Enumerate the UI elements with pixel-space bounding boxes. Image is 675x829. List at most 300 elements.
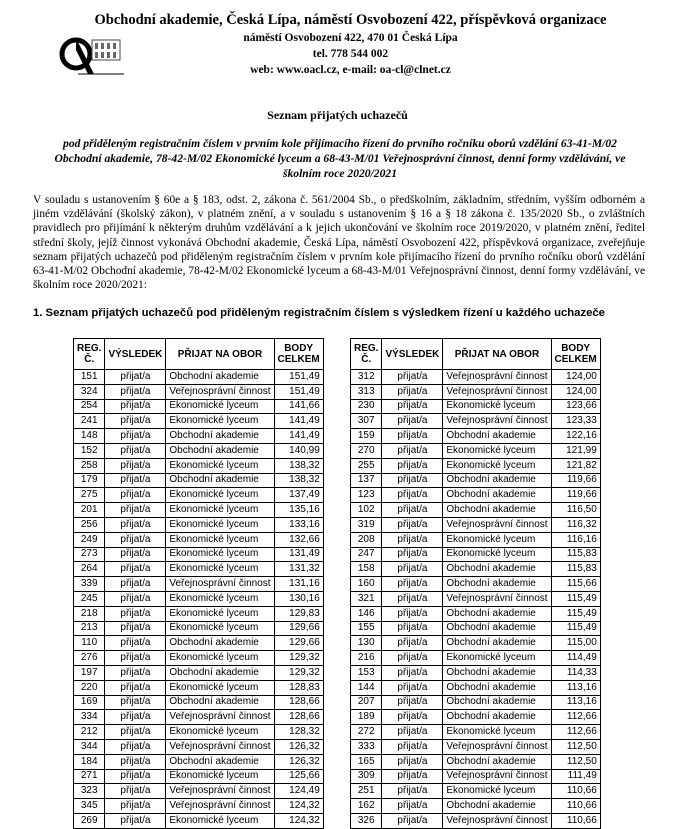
result-cell: přijat/a [105, 503, 166, 518]
school-name: Obchodní akademie, Česká Lípa, náměstí Osvobození 422, příspěvková organizace [94, 12, 607, 28]
table-row [74, 621, 324, 636]
table-row [74, 695, 324, 710]
table-row [74, 429, 324, 444]
points-cell: 130,16 [274, 591, 323, 606]
field-cell: Veřejnosprávní činnost [443, 414, 551, 429]
points-cell: 112,66 [551, 710, 600, 725]
reg-number-cell: 155 [351, 621, 382, 636]
table-row [74, 517, 324, 532]
reg-number-cell: 270 [351, 443, 382, 458]
result-cell: přijat/a [382, 665, 443, 680]
field-cell: Obchodní akademie [443, 636, 551, 651]
points-cell: 124,00 [551, 370, 600, 385]
table-header-row [351, 339, 601, 370]
points-cell: 137,49 [274, 488, 323, 503]
table-row [74, 399, 324, 414]
table-row [351, 532, 601, 547]
field-cell: Ekonomické lyceum [443, 458, 551, 473]
points-cell: 124,00 [551, 384, 600, 399]
result-cell: přijat/a [105, 621, 166, 636]
field-cell: Ekonomické lyceum [166, 591, 274, 606]
reg-number-cell: 344 [74, 739, 105, 754]
reg-number-cell: 319 [351, 517, 382, 532]
field-cell: Obchodní akademie [443, 577, 551, 592]
table-row [74, 636, 324, 651]
field-cell: Ekonomické lyceum [443, 651, 551, 666]
result-cell: přijat/a [382, 636, 443, 651]
field-cell: Ekonomické lyceum [166, 606, 274, 621]
points-cell: 129,66 [274, 636, 323, 651]
field-cell: Obchodní akademie [443, 488, 551, 503]
points-cell: 110,66 [551, 813, 600, 828]
reg-number-cell: 208 [351, 532, 382, 547]
reg-number-cell: 160 [351, 577, 382, 592]
table-row [351, 577, 601, 592]
reg-number-cell: 151 [74, 370, 105, 385]
col-result-header: VÝSLEDEK [382, 339, 443, 370]
document-subtitle: pod přiděleným registračním číslem v prvním kole přijímacího řízení do prvního ročníku oborů vzdělání 63-41-M/02 Obchodní akademie, 78-42-M/02 Ekonomické lyceum a 68-43-M/01 Veřejnosprávní činnost, denní formy vzdělávání, ve školním roce 2020/2021 [54, 137, 626, 180]
reg-number-cell: 255 [351, 458, 382, 473]
points-cell: 115,66 [551, 577, 600, 592]
reg-number-cell: 247 [351, 547, 382, 562]
admitted-table-right [350, 338, 601, 829]
table-row [351, 784, 601, 799]
result-cell: přijat/a [382, 651, 443, 666]
points-cell: 124,32 [274, 813, 323, 828]
field-cell: Obchodní akademie [443, 710, 551, 725]
result-cell: přijat/a [382, 739, 443, 754]
field-cell: Ekonomické lyceum [443, 399, 551, 414]
reg-number-cell: 153 [351, 665, 382, 680]
points-cell: 112,66 [551, 725, 600, 740]
reg-number-cell: 102 [351, 503, 382, 518]
result-cell: přijat/a [382, 784, 443, 799]
table-row [351, 651, 601, 666]
field-cell: Obchodní akademie [166, 429, 274, 444]
field-cell: Obchodní akademie [443, 429, 551, 444]
field-cell: Veřejnosprávní činnost [443, 769, 551, 784]
col-field-header: PŘIJAT NA OBOR [443, 339, 551, 370]
field-cell: Obchodní akademie [443, 606, 551, 621]
result-cell: přijat/a [382, 591, 443, 606]
points-cell: 126,32 [274, 754, 323, 769]
table-row [351, 799, 601, 814]
reg-number-cell: 169 [74, 695, 105, 710]
reg-number-cell: 321 [351, 591, 382, 606]
table-row [74, 414, 324, 429]
points-cell: 112,50 [551, 754, 600, 769]
points-cell: 140,99 [274, 443, 323, 458]
reg-number-cell: 216 [351, 651, 382, 666]
table-row [351, 680, 601, 695]
admitted-table-left [73, 338, 324, 829]
field-cell: Ekonomické lyceum [166, 488, 274, 503]
table-row [351, 399, 601, 414]
table-header-row [74, 339, 324, 370]
reg-number-cell: 273 [74, 547, 105, 562]
reg-number-cell: 334 [74, 710, 105, 725]
reg-number-cell: 184 [74, 754, 105, 769]
table-row [351, 562, 601, 577]
reg-number-cell: 249 [74, 532, 105, 547]
reg-number-cell: 207 [351, 695, 382, 710]
field-cell: Veřejnosprávní činnost [443, 517, 551, 532]
table-row [351, 754, 601, 769]
field-cell: Obchodní akademie [166, 473, 274, 488]
table-row [74, 651, 324, 666]
table-row [74, 754, 324, 769]
result-cell: přijat/a [105, 665, 166, 680]
reg-number-cell: 323 [74, 784, 105, 799]
reg-number-cell: 213 [74, 621, 105, 636]
reg-number-cell: 313 [351, 384, 382, 399]
col-field-header: PŘIJAT NA OBOR [166, 339, 274, 370]
points-cell: 151,49 [274, 370, 323, 385]
points-cell: 110,66 [551, 784, 600, 799]
reg-number-cell: 179 [74, 473, 105, 488]
result-cell: přijat/a [105, 636, 166, 651]
field-cell: Veřejnosprávní činnost [166, 799, 274, 814]
field-cell: Obchodní akademie [166, 695, 274, 710]
field-cell: Ekonomické lyceum [166, 651, 274, 666]
reg-number-cell: 256 [74, 517, 105, 532]
reg-number-cell: 189 [351, 710, 382, 725]
result-cell: přijat/a [105, 799, 166, 814]
table-row [351, 769, 601, 784]
field-cell: Ekonomické lyceum [166, 725, 274, 740]
table-row [351, 547, 601, 562]
reg-number-cell: 339 [74, 577, 105, 592]
table-row [74, 680, 324, 695]
field-cell: Ekonomické lyceum [166, 680, 274, 695]
reg-number-cell: 275 [74, 488, 105, 503]
points-cell: 132,66 [274, 532, 323, 547]
field-cell: Veřejnosprávní činnost [166, 739, 274, 754]
table-row [351, 503, 601, 518]
col-points-header: BODY CELKEM [274, 339, 323, 370]
result-cell: přijat/a [105, 399, 166, 414]
result-cell: přijat/a [382, 458, 443, 473]
field-cell: Ekonomické lyceum [166, 503, 274, 518]
points-cell: 151,49 [274, 384, 323, 399]
result-cell: přijat/a [382, 370, 443, 385]
table-row [351, 636, 601, 651]
points-cell: 124,32 [274, 799, 323, 814]
points-cell: 119,66 [551, 473, 600, 488]
result-cell: přijat/a [382, 517, 443, 532]
reg-number-cell: 220 [74, 680, 105, 695]
table-row [74, 577, 324, 592]
result-cell: přijat/a [382, 813, 443, 828]
result-cell: přijat/a [105, 769, 166, 784]
field-cell: Veřejnosprávní činnost [166, 710, 274, 725]
points-cell: 115,49 [551, 591, 600, 606]
result-cell: přijat/a [382, 621, 443, 636]
field-cell: Veřejnosprávní činnost [443, 384, 551, 399]
points-cell: 116,16 [551, 532, 600, 547]
result-cell: přijat/a [105, 532, 166, 547]
points-cell: 113,16 [551, 695, 600, 710]
table-row [74, 725, 324, 740]
result-cell: přijat/a [105, 517, 166, 532]
points-cell: 122,16 [551, 429, 600, 444]
points-cell: 114,33 [551, 665, 600, 680]
reg-number-cell: 333 [351, 739, 382, 754]
school-phone: tel. 778 544 002 [312, 48, 389, 60]
result-cell: přijat/a [105, 370, 166, 385]
points-cell: 128,32 [274, 725, 323, 740]
points-cell: 128,66 [274, 695, 323, 710]
reg-number-cell: 144 [351, 680, 382, 695]
result-cell: přijat/a [382, 414, 443, 429]
reg-number-cell: 137 [351, 473, 382, 488]
field-cell: Obchodní akademie [443, 562, 551, 577]
points-cell: 115,83 [551, 547, 600, 562]
field-cell: Obchodní akademie [443, 473, 551, 488]
table-row [351, 517, 601, 532]
points-cell: 128,66 [274, 710, 323, 725]
result-cell: přijat/a [382, 799, 443, 814]
field-cell: Obchodní akademie [443, 695, 551, 710]
result-cell: přijat/a [105, 784, 166, 799]
field-cell: Ekonomické lyceum [166, 769, 274, 784]
points-cell: 113,16 [551, 680, 600, 695]
table-row [74, 443, 324, 458]
reg-number-cell: 165 [351, 754, 382, 769]
field-cell: Ekonomické lyceum [443, 725, 551, 740]
field-cell: Ekonomické lyceum [166, 532, 274, 547]
table-row [74, 370, 324, 385]
col-reg-header: REG. Č. [74, 339, 105, 370]
field-cell: Obchodní akademie [443, 665, 551, 680]
field-cell: Ekonomické lyceum [443, 784, 551, 799]
intro-paragraph: V souladu s ustanovením § 60e a § 183, odst. 2, zákona č. 561/2004 Sb., o předškolním, základním, středním, vyšším odborném a jiném vzdělávání (školský zákon), v platném znění, a v souladu s ustanovením § 16 a § 18 zákona č. 135/2020 Sb., o zvláštních pravidlech pro přijímání k některým druhům vzdělávání a k jejich ukončování ve školním roce 2019/2020, v platném znění, ředitel střední školy, jejíž činnost vykonává Obchodní akademie, Česká Lípa, náměstí Osvobození 422, příspěvková organizace, zveřejňuje seznam přijatých uchazečů pod přiděleným registračním číslem v prvním kole přijímacího řízení do prvního ročníku oborů vzdělání 63-41-M/02 Obchodní akademie, 78-42-M/02 Ekonomické lyceum a 68-43-M/01 Veřejnosprávní činnost, denní formy vzdělávání, ve školním roce 2020/2021: [33, 194, 645, 292]
reg-number-cell: 218 [74, 606, 105, 621]
field-cell: Veřejnosprávní činnost [443, 591, 551, 606]
table-row [74, 488, 324, 503]
result-cell: přijat/a [382, 577, 443, 592]
table-row [74, 458, 324, 473]
reg-number-cell: 148 [74, 429, 105, 444]
table-row [74, 503, 324, 518]
field-cell: Ekonomické lyceum [443, 443, 551, 458]
points-cell: 128,83 [274, 680, 323, 695]
points-cell: 129,66 [274, 621, 323, 636]
field-cell: Ekonomické lyceum [166, 547, 274, 562]
result-cell: přijat/a [382, 547, 443, 562]
points-cell: 110,66 [551, 799, 600, 814]
field-cell: Obchodní akademie [166, 636, 274, 651]
table-row [74, 769, 324, 784]
table-row [74, 384, 324, 399]
points-cell: 112,50 [551, 739, 600, 754]
reg-number-cell: 241 [74, 414, 105, 429]
points-cell: 119,66 [551, 488, 600, 503]
field-cell: Veřejnosprávní činnost [166, 577, 274, 592]
table-row [351, 473, 601, 488]
table-row [351, 739, 601, 754]
field-cell: Veřejnosprávní činnost [443, 370, 551, 385]
result-cell: přijat/a [105, 695, 166, 710]
reg-number-cell: 264 [74, 562, 105, 577]
points-cell: 115,49 [551, 621, 600, 636]
field-cell: Ekonomické lyceum [443, 532, 551, 547]
reg-number-cell: 201 [74, 503, 105, 518]
field-cell: Veřejnosprávní činnost [166, 384, 274, 399]
points-cell: 129,32 [274, 651, 323, 666]
table-row [351, 488, 601, 503]
result-cell: přijat/a [105, 577, 166, 592]
table-row [351, 370, 601, 385]
points-cell: 141,49 [274, 429, 323, 444]
field-cell: Obchodní akademie [166, 370, 274, 385]
col-points-header: BODY CELKEM [551, 339, 600, 370]
result-cell: přijat/a [382, 532, 443, 547]
points-cell: 116,32 [551, 517, 600, 532]
result-cell: přijat/a [105, 414, 166, 429]
table-row [351, 458, 601, 473]
table-row [74, 562, 324, 577]
col-result-header: VÝSLEDEK [105, 339, 166, 370]
points-cell: 131,16 [274, 577, 323, 592]
result-cell: přijat/a [382, 562, 443, 577]
points-cell: 126,32 [274, 739, 323, 754]
points-cell: 131,49 [274, 547, 323, 562]
table-row [74, 606, 324, 621]
result-cell: přijat/a [105, 384, 166, 399]
table-row [74, 591, 324, 606]
section-heading: 1. Seznam přijatých uchazečů pod přiděleným registračním číslem s výsledkem řízení u každého uchazeče [33, 307, 605, 319]
result-cell: přijat/a [382, 695, 443, 710]
table-row [74, 665, 324, 680]
result-cell: přijat/a [382, 680, 443, 695]
field-cell: Obchodní akademie [166, 665, 274, 680]
points-cell: 129,83 [274, 606, 323, 621]
result-cell: přijat/a [105, 710, 166, 725]
school-address: náměstí Osvobození 422, 470 01 Česká Lípa [243, 32, 458, 44]
reg-number-cell: 212 [74, 725, 105, 740]
field-cell: Veřejnosprávní činnost [166, 784, 274, 799]
result-cell: přijat/a [382, 503, 443, 518]
table-row [351, 443, 601, 458]
reg-number-cell: 245 [74, 591, 105, 606]
result-cell: přijat/a [382, 488, 443, 503]
points-cell: 115,49 [551, 606, 600, 621]
reg-number-cell: 254 [74, 399, 105, 414]
result-cell: přijat/a [105, 473, 166, 488]
points-cell: 138,32 [274, 458, 323, 473]
reg-number-cell: 307 [351, 414, 382, 429]
reg-number-cell: 159 [351, 429, 382, 444]
result-cell: přijat/a [382, 769, 443, 784]
letterhead [0, 0, 675, 80]
points-cell: 111,49 [551, 769, 600, 784]
points-cell: 115,00 [551, 636, 600, 651]
table-row [351, 591, 601, 606]
points-cell: 123,66 [551, 399, 600, 414]
points-cell: 116,50 [551, 503, 600, 518]
result-cell: přijat/a [105, 429, 166, 444]
points-cell: 124,49 [274, 784, 323, 799]
reg-number-cell: 162 [351, 799, 382, 814]
result-cell: přijat/a [382, 384, 443, 399]
table-row [74, 710, 324, 725]
result-cell: přijat/a [105, 488, 166, 503]
points-cell: 141,66 [274, 399, 323, 414]
reg-number-cell: 230 [351, 399, 382, 414]
reg-number-cell: 152 [74, 443, 105, 458]
result-cell: přijat/a [105, 547, 166, 562]
table-row [351, 621, 601, 636]
points-cell: 115,83 [551, 562, 600, 577]
result-cell: přijat/a [382, 710, 443, 725]
result-cell: přijat/a [382, 443, 443, 458]
field-cell: Ekonomické lyceum [166, 621, 274, 636]
table-row [74, 547, 324, 562]
reg-number-cell: 324 [74, 384, 105, 399]
reg-number-cell: 345 [74, 799, 105, 814]
field-cell: Ekonomické lyceum [166, 562, 274, 577]
result-cell: přijat/a [382, 754, 443, 769]
field-cell: Obchodní akademie [443, 799, 551, 814]
reg-number-cell: 158 [351, 562, 382, 577]
table-row [351, 710, 601, 725]
reg-number-cell: 251 [351, 784, 382, 799]
table-row [74, 784, 324, 799]
points-cell: 125,66 [274, 769, 323, 784]
field-cell: Obchodní akademie [443, 503, 551, 518]
reg-number-cell: 110 [74, 636, 105, 651]
points-cell: 129,32 [274, 665, 323, 680]
result-cell: přijat/a [105, 591, 166, 606]
table-row [351, 665, 601, 680]
points-cell: 121,82 [551, 458, 600, 473]
result-cell: přijat/a [382, 429, 443, 444]
reg-number-cell: 123 [351, 488, 382, 503]
table-row [351, 429, 601, 444]
table-row [74, 473, 324, 488]
field-cell: Obchodní akademie [166, 754, 274, 769]
reg-number-cell: 309 [351, 769, 382, 784]
field-cell: Ekonomické lyceum [166, 414, 274, 429]
field-cell: Veřejnosprávní činnost [443, 813, 551, 828]
field-cell: Ekonomické lyceum [166, 458, 274, 473]
col-reg-header: REG. Č. [351, 339, 382, 370]
reg-number-cell: 326 [351, 813, 382, 828]
result-cell: přijat/a [105, 754, 166, 769]
result-cell: přijat/a [105, 443, 166, 458]
table-row [74, 739, 324, 754]
table-row [351, 606, 601, 621]
result-cell: přijat/a [105, 680, 166, 695]
points-cell: 135,16 [274, 503, 323, 518]
document-title: Seznam přijatých uchazečů [267, 108, 408, 122]
result-cell: přijat/a [382, 399, 443, 414]
result-cell: přijat/a [105, 739, 166, 754]
field-cell: Obchodní akademie [166, 443, 274, 458]
reg-number-cell: 312 [351, 370, 382, 385]
result-cell: přijat/a [105, 458, 166, 473]
result-cell: přijat/a [105, 725, 166, 740]
points-cell: 131,32 [274, 562, 323, 577]
reg-number-cell: 146 [351, 606, 382, 621]
result-cell: přijat/a [382, 725, 443, 740]
field-cell: Veřejnosprávní činnost [443, 739, 551, 754]
reg-number-cell: 269 [74, 813, 105, 828]
points-cell: 133,16 [274, 517, 323, 532]
field-cell: Obchodní akademie [443, 680, 551, 695]
field-cell: Ekonomické lyceum [443, 547, 551, 562]
